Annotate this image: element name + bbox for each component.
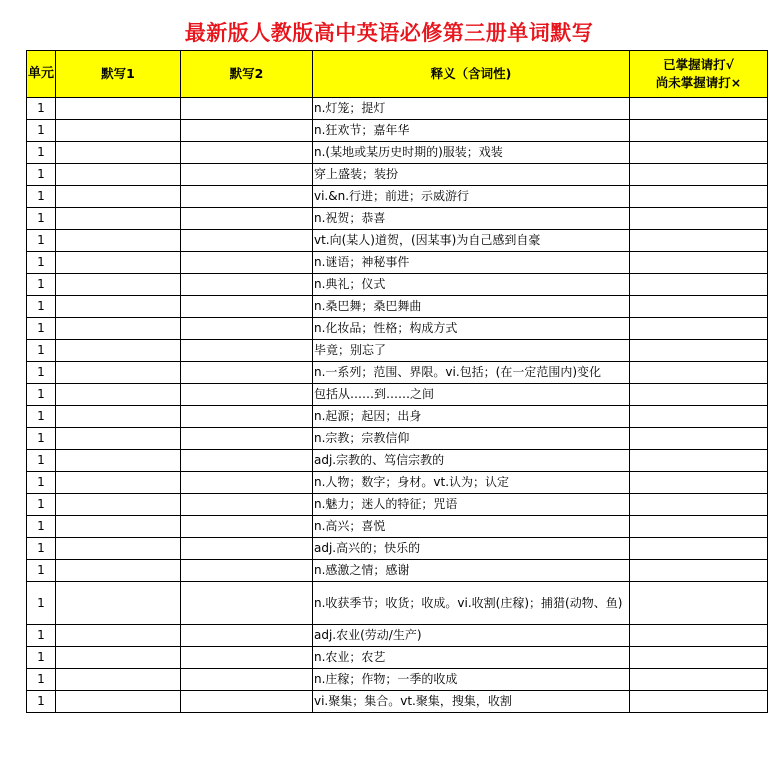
definition-cell: n.桑巴舞；桑巴舞曲 <box>313 296 630 318</box>
dictation-2-cell[interactable] <box>181 186 313 208</box>
definition-cell: adj.高兴的；快乐的 <box>313 538 630 560</box>
definition-cell: 穿上盛装；装扮 <box>313 164 630 186</box>
definition-cell: n.化妆品；性格；构成方式 <box>313 318 630 340</box>
dictation-1-cell[interactable] <box>56 494 181 516</box>
dictation-2-cell[interactable] <box>181 362 313 384</box>
table-row <box>27 516 768 538</box>
table-row <box>27 494 768 516</box>
definition-cell: n.感激之情；感谢 <box>313 560 630 582</box>
dictation-2-cell[interactable] <box>181 450 313 472</box>
definition-cell: n.一系列；范围、界限。vi.包括；(在一定范围内)变化 <box>313 362 630 384</box>
dictation-1-cell[interactable] <box>56 450 181 472</box>
dictation-2-cell[interactable] <box>181 582 313 625</box>
unit-cell: 1 <box>27 98 56 120</box>
table-row <box>27 164 768 186</box>
dictation-2-cell[interactable] <box>181 538 313 560</box>
dictation-1-cell[interactable] <box>56 120 181 142</box>
mastery-cell[interactable] <box>630 362 768 384</box>
dictation-1-cell[interactable] <box>56 582 181 625</box>
dictation-2-cell[interactable] <box>181 274 313 296</box>
header-dictation-1: 默写1 <box>56 51 181 98</box>
table-row <box>27 625 768 647</box>
unit-cell: 1 <box>27 647 56 669</box>
mastery-cell[interactable] <box>630 230 768 252</box>
table-row <box>27 362 768 384</box>
header-mastery-line-1: 已掌握请打√ <box>663 57 734 72</box>
mastery-cell[interactable] <box>630 538 768 560</box>
dictation-1-cell[interactable] <box>56 252 181 274</box>
dictation-2-cell[interactable] <box>181 647 313 669</box>
unit-cell: 1 <box>27 274 56 296</box>
definition-cell: n.宗教；宗教信仰 <box>313 428 630 450</box>
table-body <box>27 98 768 713</box>
table-row <box>27 669 768 691</box>
dictation-2-cell[interactable] <box>181 669 313 691</box>
unit-cell: 1 <box>27 494 56 516</box>
dictation-1-cell[interactable] <box>56 296 181 318</box>
table-row <box>27 384 768 406</box>
dictation-1-cell[interactable] <box>56 186 181 208</box>
mastery-cell[interactable] <box>630 120 768 142</box>
dictation-1-cell[interactable] <box>56 560 181 582</box>
mastery-cell[interactable] <box>630 428 768 450</box>
dictation-2-cell[interactable] <box>181 472 313 494</box>
mastery-cell[interactable] <box>630 625 768 647</box>
unit-cell: 1 <box>27 230 56 252</box>
table-row <box>27 208 768 230</box>
dictation-2-cell[interactable] <box>181 560 313 582</box>
unit-cell: 1 <box>27 582 56 625</box>
table-row <box>27 252 768 274</box>
unit-cell: 1 <box>27 142 56 164</box>
table-row <box>27 450 768 472</box>
vocabulary-table <box>26 50 768 713</box>
unit-cell: 1 <box>27 472 56 494</box>
mastery-cell[interactable] <box>630 318 768 340</box>
mastery-cell[interactable] <box>630 669 768 691</box>
header-dictation-2: 默写2 <box>181 51 313 98</box>
dictation-1-cell[interactable] <box>56 428 181 450</box>
dictation-1-cell[interactable] <box>56 340 181 362</box>
mastery-cell[interactable] <box>630 340 768 362</box>
dictation-1-cell[interactable] <box>56 406 181 428</box>
unit-cell: 1 <box>27 120 56 142</box>
dictation-1-cell[interactable] <box>56 164 181 186</box>
table-row <box>27 296 768 318</box>
table-row <box>27 406 768 428</box>
definition-cell: n.灯笼；提灯 <box>313 98 630 120</box>
header-mastery-line-2: 尚未掌握请打× <box>655 75 742 90</box>
mastery-cell[interactable] <box>630 406 768 428</box>
dictation-2-cell[interactable] <box>181 164 313 186</box>
dictation-1-cell[interactable] <box>56 669 181 691</box>
table-row <box>27 142 768 164</box>
definition-cell: n.(某地或某历史时期的)服装；戏装 <box>313 142 630 164</box>
table-row <box>27 428 768 450</box>
dictation-2-cell[interactable] <box>181 230 313 252</box>
table-row <box>27 98 768 120</box>
dictation-1-cell[interactable] <box>56 625 181 647</box>
dictation-2-cell[interactable] <box>181 120 313 142</box>
unit-cell: 1 <box>27 340 56 362</box>
dictation-1-cell[interactable] <box>56 230 181 252</box>
dictation-2-cell[interactable] <box>181 691 313 713</box>
dictation-1-cell[interactable] <box>56 274 181 296</box>
table-row <box>27 186 768 208</box>
dictation-1-cell[interactable] <box>56 472 181 494</box>
unit-cell: 1 <box>27 560 56 582</box>
definition-cell: vi.聚集；集合。vt.聚集，搜集，收割 <box>313 691 630 713</box>
unit-cell: 1 <box>27 384 56 406</box>
table-row <box>27 274 768 296</box>
dictation-1-cell[interactable] <box>56 318 181 340</box>
definition-cell: adj.宗教的、笃信宗教的 <box>313 450 630 472</box>
header-row <box>27 51 768 98</box>
dictation-1-cell[interactable] <box>56 208 181 230</box>
mastery-cell[interactable] <box>630 384 768 406</box>
mastery-cell[interactable] <box>630 142 768 164</box>
mastery-cell[interactable] <box>630 516 768 538</box>
dictation-1-cell[interactable] <box>56 647 181 669</box>
unit-cell: 1 <box>27 208 56 230</box>
definition-cell: adj.农业(劳动/生产) <box>313 625 630 647</box>
dictation-1-cell[interactable] <box>56 691 181 713</box>
definition-cell: n.狂欢节；嘉年华 <box>313 120 630 142</box>
table-row <box>27 582 768 625</box>
definition-cell: n.祝贺；恭喜 <box>313 208 630 230</box>
mastery-cell[interactable] <box>630 691 768 713</box>
mastery-cell[interactable] <box>630 208 768 230</box>
dictation-2-cell[interactable] <box>181 340 313 362</box>
definition-cell: vi.&n.行进；前进；示威游行 <box>313 186 630 208</box>
definition-cell: n.谜语；神秘事件 <box>313 252 630 274</box>
unit-cell: 1 <box>27 362 56 384</box>
dictation-2-cell[interactable] <box>181 406 313 428</box>
mastery-cell[interactable] <box>630 274 768 296</box>
dictation-1-cell[interactable] <box>56 362 181 384</box>
definition-cell: vt.向(某人)道贺，(因某事)为自己感到自豪 <box>313 230 630 252</box>
table-row <box>27 318 768 340</box>
dictation-1-cell[interactable] <box>56 142 181 164</box>
dictation-2-cell[interactable] <box>181 384 313 406</box>
mastery-cell[interactable] <box>630 494 768 516</box>
unit-cell: 1 <box>27 406 56 428</box>
definition-cell: n.收获季节；收货；收成。vi.收割(庄稼)；捕猎(动物、鱼) <box>313 582 630 625</box>
header-definition: 释义（含词性) <box>313 51 630 98</box>
dictation-1-cell[interactable] <box>56 384 181 406</box>
definition-cell: 毕竟；别忘了 <box>313 340 630 362</box>
definition-cell: n.魅力；迷人的特征；咒语 <box>313 494 630 516</box>
table-row <box>27 538 768 560</box>
table-row <box>27 691 768 713</box>
dictation-2-cell[interactable] <box>181 318 313 340</box>
dictation-2-cell[interactable] <box>181 625 313 647</box>
mastery-cell[interactable] <box>630 560 768 582</box>
mastery-cell[interactable] <box>630 582 768 625</box>
table-row <box>27 230 768 252</box>
header-unit: 单元 <box>27 51 56 98</box>
page-title: 最新版人教版高中英语必修第三册单词默写 <box>184 20 594 45</box>
dictation-2-cell[interactable] <box>181 296 313 318</box>
unit-cell: 1 <box>27 318 56 340</box>
unit-cell: 1 <box>27 691 56 713</box>
unit-cell: 1 <box>27 625 56 647</box>
definition-cell: n.高兴；喜悦 <box>313 516 630 538</box>
dictation-1-cell[interactable] <box>56 516 181 538</box>
mastery-cell[interactable] <box>630 450 768 472</box>
mastery-cell[interactable] <box>630 647 768 669</box>
definition-cell: n.典礼；仪式 <box>313 274 630 296</box>
unit-cell: 1 <box>27 450 56 472</box>
mastery-cell[interactable] <box>630 186 768 208</box>
unit-cell: 1 <box>27 516 56 538</box>
unit-cell: 1 <box>27 186 56 208</box>
dictation-2-cell[interactable] <box>181 428 313 450</box>
mastery-cell[interactable] <box>630 252 768 274</box>
definition-cell: n.农业；农艺 <box>313 647 630 669</box>
table-row <box>27 560 768 582</box>
dictation-2-cell[interactable] <box>181 98 313 120</box>
table-row <box>27 340 768 362</box>
table-row <box>27 647 768 669</box>
dictation-2-cell[interactable] <box>181 494 313 516</box>
unit-cell: 1 <box>27 538 56 560</box>
mastery-cell[interactable] <box>630 98 768 120</box>
dictation-2-cell[interactable] <box>181 142 313 164</box>
dictation-2-cell[interactable] <box>181 516 313 538</box>
definition-cell: n.庄稼；作物；一季的收成 <box>313 669 630 691</box>
definition-cell: n.起源；起因；出身 <box>313 406 630 428</box>
unit-cell: 1 <box>27 164 56 186</box>
mastery-cell[interactable] <box>630 472 768 494</box>
definition-cell: 包括从……到……之间 <box>313 384 630 406</box>
mastery-cell[interactable] <box>630 164 768 186</box>
unit-cell: 1 <box>27 428 56 450</box>
dictation-2-cell[interactable] <box>181 252 313 274</box>
dictation-1-cell[interactable] <box>56 98 181 120</box>
dictation-1-cell[interactable] <box>56 538 181 560</box>
unit-cell: 1 <box>27 296 56 318</box>
header-mastery <box>630 51 768 98</box>
mastery-cell[interactable] <box>630 296 768 318</box>
unit-cell: 1 <box>27 252 56 274</box>
table-row <box>27 120 768 142</box>
unit-cell: 1 <box>27 669 56 691</box>
table-row <box>27 472 768 494</box>
definition-cell: n.人物；数字；身材。vt.认为；认定 <box>313 472 630 494</box>
dictation-2-cell[interactable] <box>181 208 313 230</box>
